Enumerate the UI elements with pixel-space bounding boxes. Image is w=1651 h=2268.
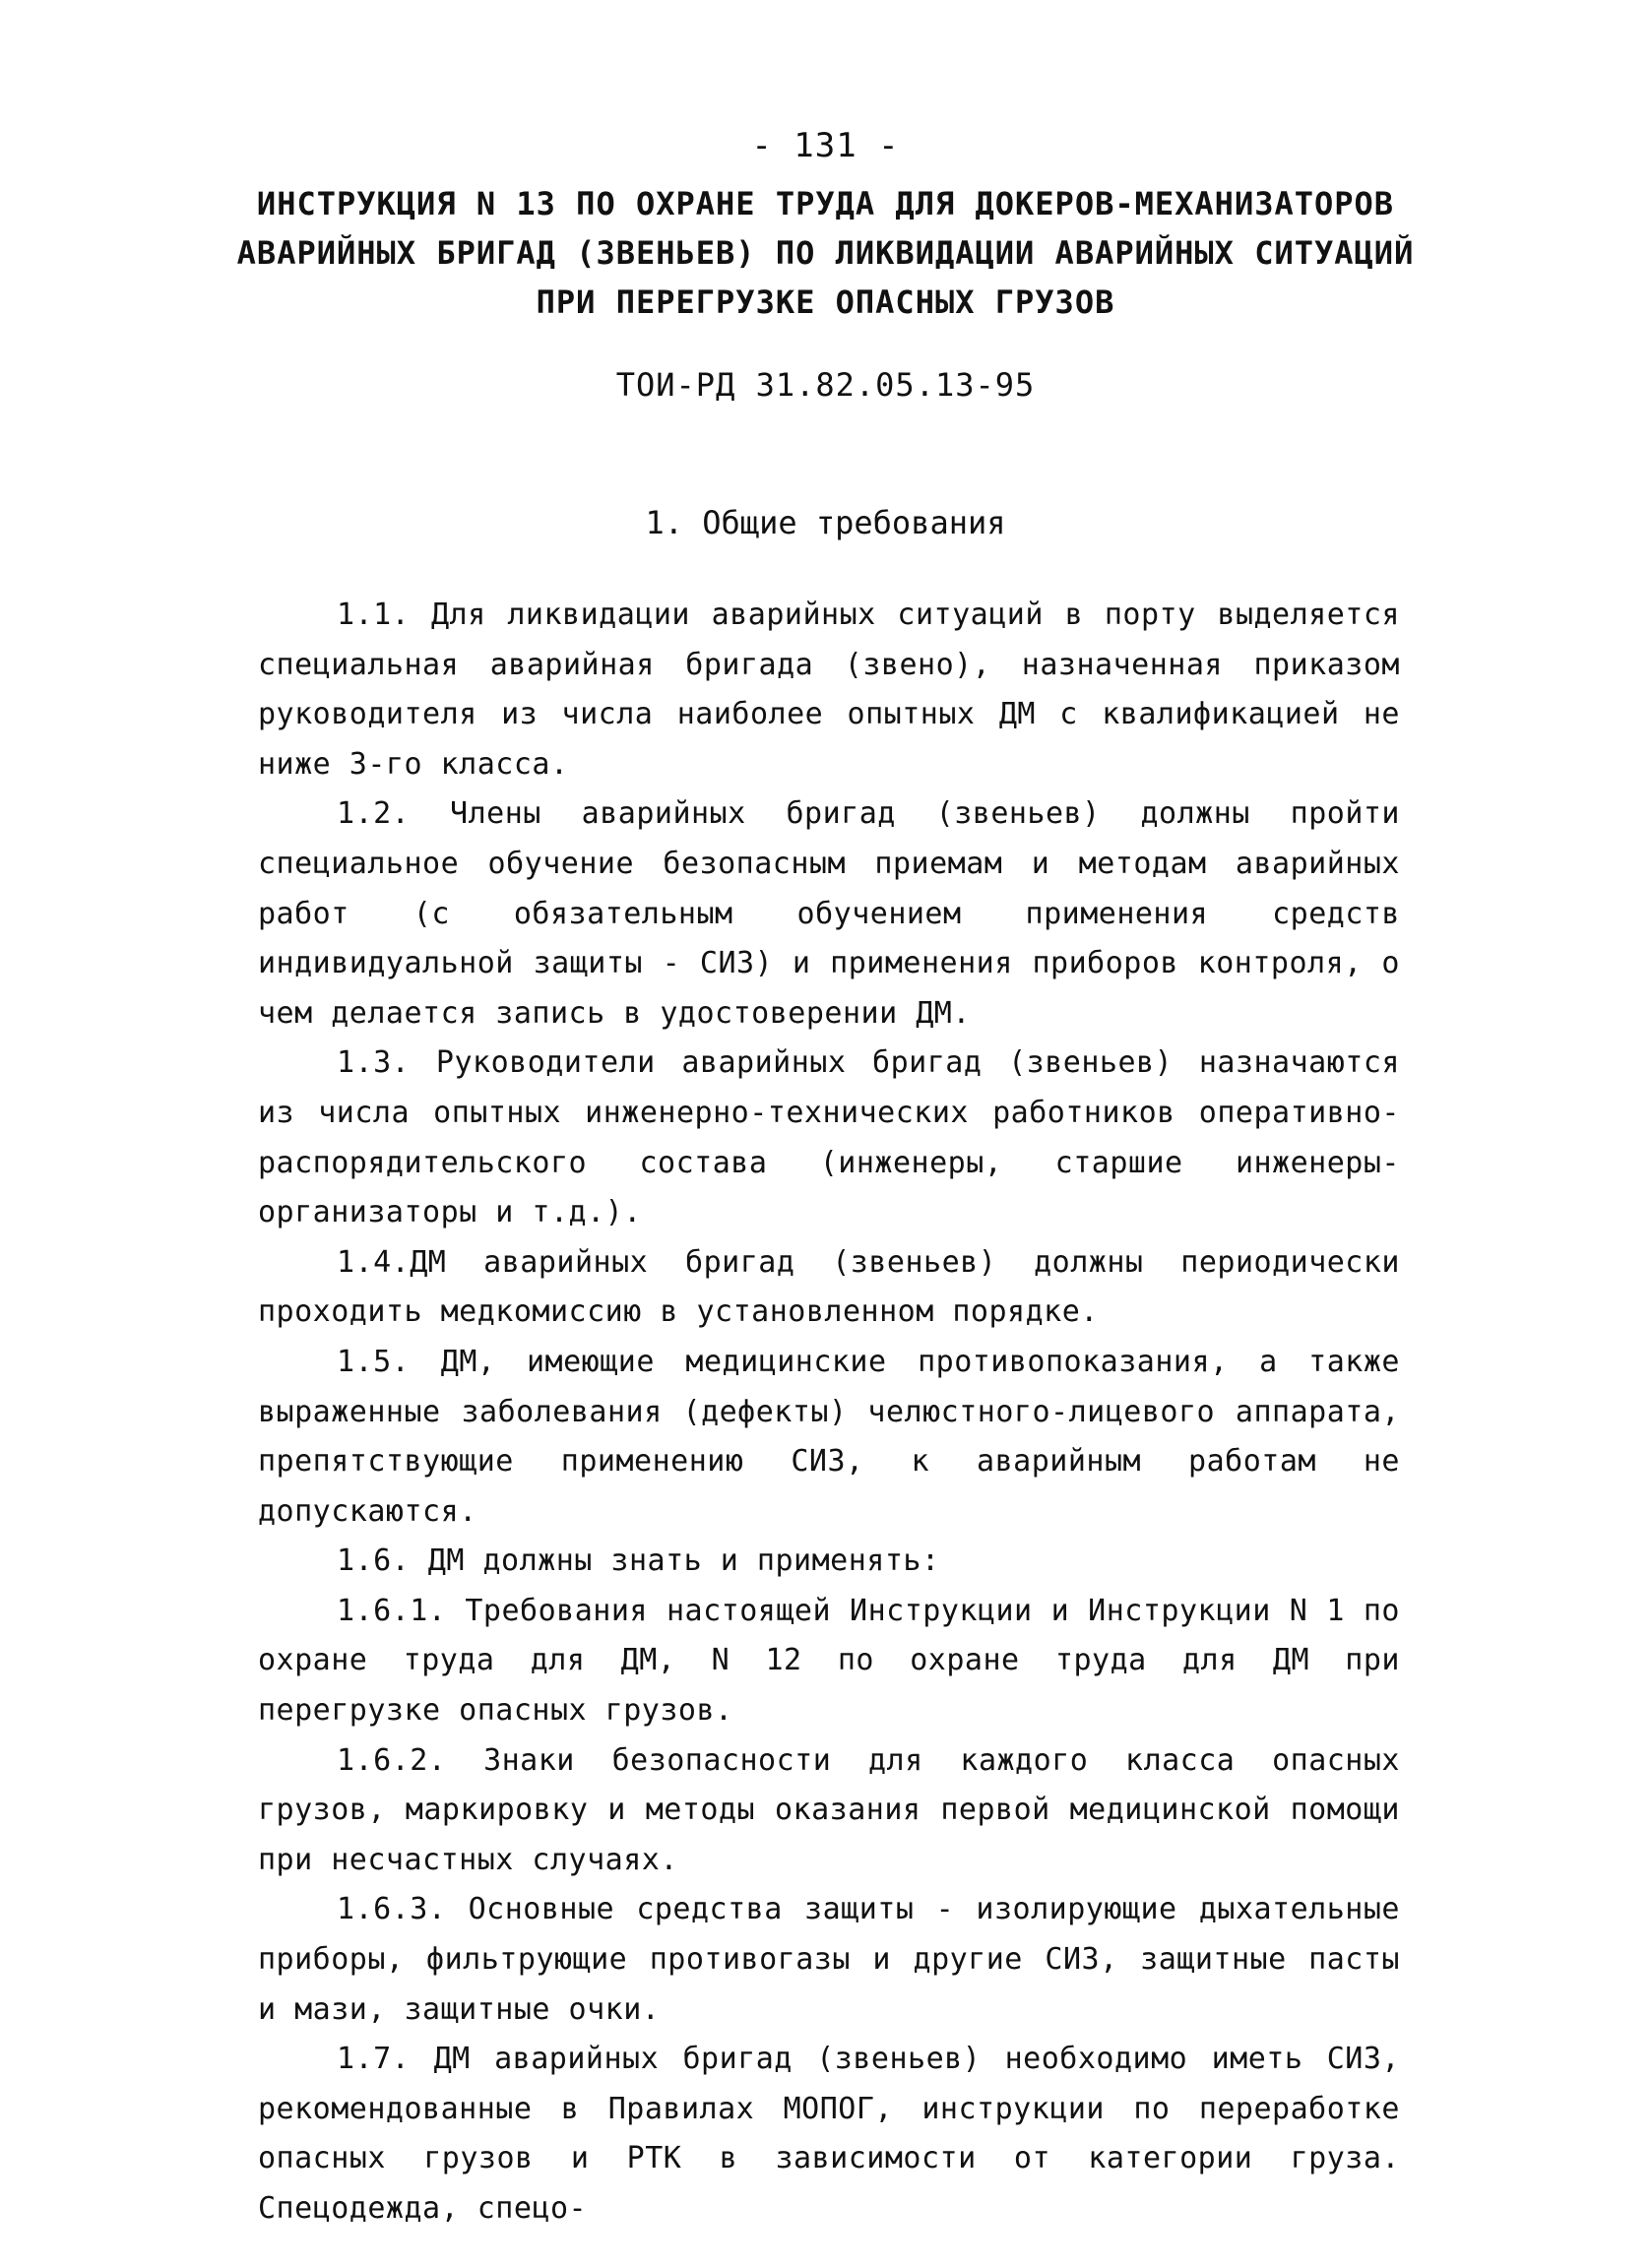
document-title	[0, 179, 1651, 327]
body-text	[258, 591, 1400, 2235]
paragraph-1-6-2: 1.6.2. Знаки безопасности для каждого класса опасных грузов, маркировку и методы оказания первой медицинской помощи при несчастных случаях.	[258, 1742, 1400, 1877]
paragraph-1-4: 1.4.ДМ аварийных бригад (звеньев) должны периодически проходить медкомиссию в установленном порядке.	[258, 1244, 1400, 1330]
section-heading: 1. Общие требования	[645, 504, 1006, 541]
paragraph-1-6-3: 1.6.3. Основные средства защиты - изолирующие дыхательные приборы, фильтрующие противогазы и другие СИЗ, защитные пасты и мази, защитные очки.	[258, 1892, 1400, 2027]
paragraph-1-2: 1.2. Члены аварийных бригад (звеньев) должны пройти специальное обучение безопасным приемам и методам аварийных работ (с обязательным обучением применения средств индивидуальной защиты - СИЗ) и применения приборов контроля, о чем делается запись в удостоверении ДМ.	[258, 796, 1400, 1031]
paragraph-1-1: 1.1. Для ликвидации аварийных ситуаций в порту выделяется специальная аварийная бригада (звено), назначенная приказом руководителя из числа наиболее опытных ДМ с квалификацией не ниже 3-го класса.	[258, 598, 1400, 782]
page-number: - 131 -	[751, 126, 900, 165]
paragraph-1-6-1: 1.6.1. Требования настоящей Инструкции и Инструкции N 1 по охране труда для ДМ, N 12 по охране труда для ДМ при перегрузке опасных грузов.	[258, 1593, 1400, 1729]
paragraph-1-6: 1.6. ДМ должны знать и применять:	[337, 1544, 940, 1579]
paragraph-1-3: 1.3. Руководители аварийных бригад (звеньев) назначаются из числа опытных инженерно-технических работников оперативно-распорядительского состава (инженеры, старшие инженеры-организаторы и т.д.).	[258, 1045, 1400, 1230]
title-line: АВАРИЙНЫХ БРИГАД (ЗВЕНЬЕВ) ПО ЛИКВИДАЦИИ АВАРИЙНЫХ СИТУАЦИЙ	[236, 234, 1415, 272]
title-line: ПРИ ПЕРЕГРУЗКЕ ОПАСНЫХ ГРУЗОВ	[536, 284, 1115, 321]
title-line: ИНСТРУКЦИЯ N 13 ПО ОХРАНЕ ТРУДА ДЛЯ ДОКЕРОВ-МЕХАНИЗАТОРОВ	[256, 185, 1395, 222]
document-code: ТОИ-РД 31.82.05.13-95	[615, 366, 1036, 404]
paragraph-1-7: 1.7. ДМ аварийных бригад (звеньев) необходимо иметь СИЗ, рекомендованные в Правилах МОПОГ, инструкции по переработке опасных грузов и РТК в зависимости от категории груза. Спецодежда, спецо-	[258, 2042, 1400, 2226]
paragraph-1-5: 1.5. ДМ, имеющие медицинские противопоказания, а также выраженные заболевания (дефекты) челюстного-лицевого аппарата, препятствующие применению СИЗ, к аварийным работам не допускаются.	[258, 1344, 1400, 1529]
